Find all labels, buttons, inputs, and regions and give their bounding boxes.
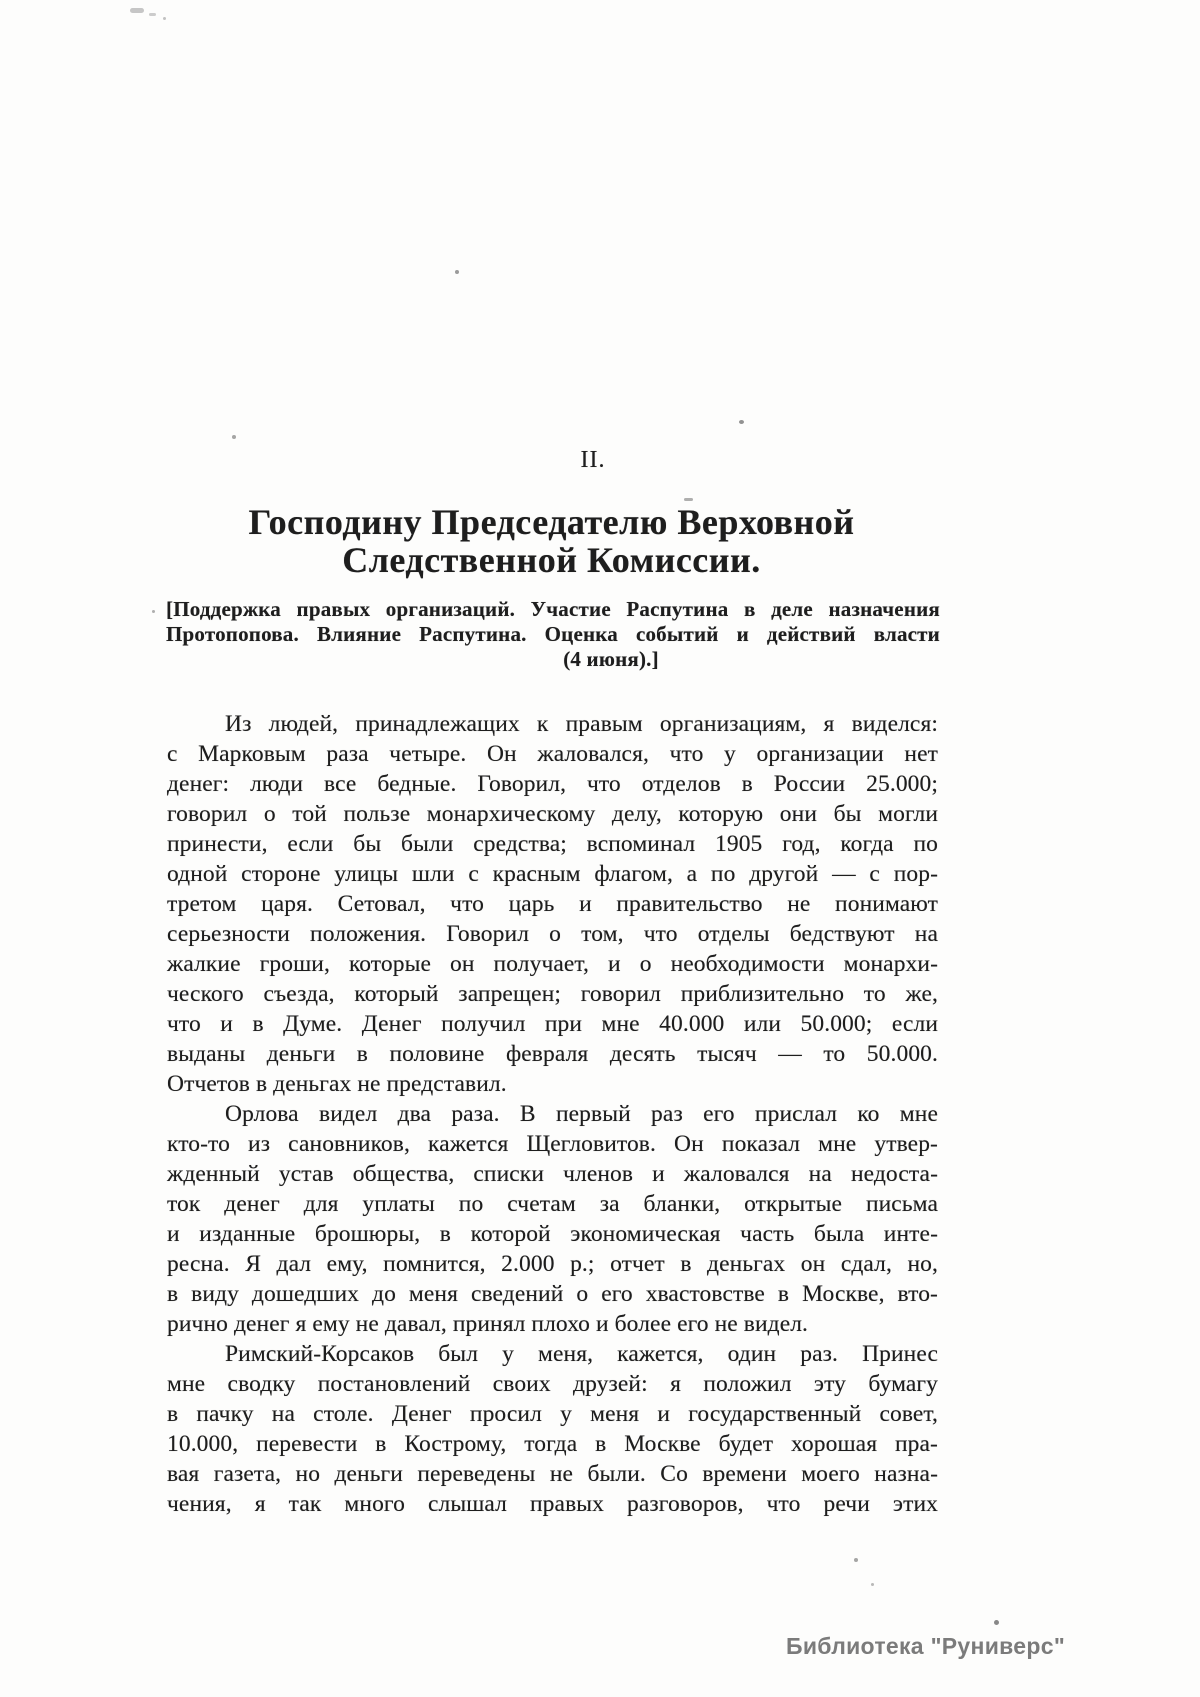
- library-watermark: Библиотека "Руниверс": [786, 1633, 1066, 1659]
- scan-speck: [232, 435, 236, 439]
- scan-speck: [455, 270, 459, 274]
- text-line: рично денег я ему не давал, принял плохо и более его не видел.: [167, 1311, 809, 1337]
- summary-line: [Поддержка правых организаций. Участие Распутина в деле назначения: [166, 597, 940, 621]
- scan-speck: [163, 17, 166, 20]
- scan-speck: [854, 1558, 858, 1562]
- text-line: третом царя. Сетовал, что царь и правительство не понимают: [167, 891, 938, 917]
- text-line: Римский-Корсаков был у меня, кажется, один раз. Принес: [225, 1341, 938, 1367]
- section-number: II.: [580, 447, 606, 473]
- text-line: что и в Думе. Денег получил при мне 40.000 или 50.000; если: [167, 1011, 938, 1037]
- scan-speck: [152, 610, 155, 613]
- summary-annotation: [166, 597, 940, 672]
- body-text: [167, 709, 938, 1519]
- scan-speck: [684, 498, 693, 501]
- text-line: чения, я так много слышал правых разговоров, что речи этих: [167, 1491, 938, 1517]
- text-line: в пачку на столе. Денег просил у меня и государственный совет,: [167, 1401, 938, 1427]
- scan-speck: [149, 13, 156, 16]
- text-line: вая газета, но деньги переведены не были. Со времени моего назна-: [167, 1461, 938, 1487]
- scan-speck: [130, 8, 144, 13]
- text-line: и изданные брошюры, в которой экономическая часть была инте-: [167, 1221, 938, 1247]
- text-line: жалкие гроши, которые он получает, и о необходимости монархи-: [167, 951, 938, 977]
- text-line: денег: люди все бедные. Говорил, что отделов в России 25.000;: [167, 771, 938, 797]
- text-line: ток денег для уплаты по счетам за бланки, открытые письма: [167, 1191, 938, 1217]
- scan-speck: [994, 1620, 999, 1625]
- scan-speck: [739, 420, 744, 424]
- text-line: принести, если бы были средства; вспоминал 1905 год, когда по: [167, 831, 938, 857]
- summary-line: (4 июня).]: [563, 647, 659, 671]
- scan-speck: [871, 1583, 874, 1586]
- text-line: одной стороне улицы шли с красным флагом, а по другой — с пор-: [167, 861, 938, 887]
- title-line: Следственной Комиссии.: [342, 540, 761, 580]
- text-line: мне сводку постановлений своих друзей: я положил эту бумагу: [167, 1371, 938, 1397]
- text-line: выданы деньги в половине февраля десять тысяч — то 50.000.: [167, 1041, 938, 1067]
- text-line: ческого съезда, который запрещен; говорил приблизительно то же,: [167, 981, 938, 1007]
- title-line: Господину Председателю Верховной: [248, 502, 855, 542]
- text-line: кто-то из сановников, кажется Щегловитов. Он показал мне утвер-: [167, 1131, 938, 1157]
- text-line: серьезности положения. Говорил о том, что отделы бедствуют на: [167, 921, 938, 947]
- summary-line: Протопопова. Влияние Распутина. Оценка событий и действий власти: [166, 622, 940, 646]
- text-line: 10.000, перевести в Кострому, тогда в Москве будет хорошая пра-: [167, 1431, 938, 1457]
- text-line: Орлова видел два раза. В первый раз его прислал ко мне: [225, 1101, 938, 1127]
- text-line: Отчетов в деньгах не представил.: [167, 1071, 507, 1097]
- text-line: в виду дошедших до меня сведений о его хвастовстве в Москве, вто-: [167, 1281, 938, 1307]
- text-line: ресна. Я дал ему, помнится, 2.000 р.; отчет в деньгах он сдал, но,: [167, 1251, 938, 1277]
- text-line: говорил о той пользе монархическому делу, которую они бы могли: [167, 801, 938, 827]
- text-line: Из людей, принадлежащих к правым организациям, я виделся:: [225, 711, 938, 737]
- text-line: жденный устав общества, списки членов и жаловался на недоста-: [167, 1161, 938, 1187]
- text-line: с Марковым раза четыре. Он жаловался, что у организации нет: [167, 741, 938, 767]
- document-title: [163, 503, 940, 579]
